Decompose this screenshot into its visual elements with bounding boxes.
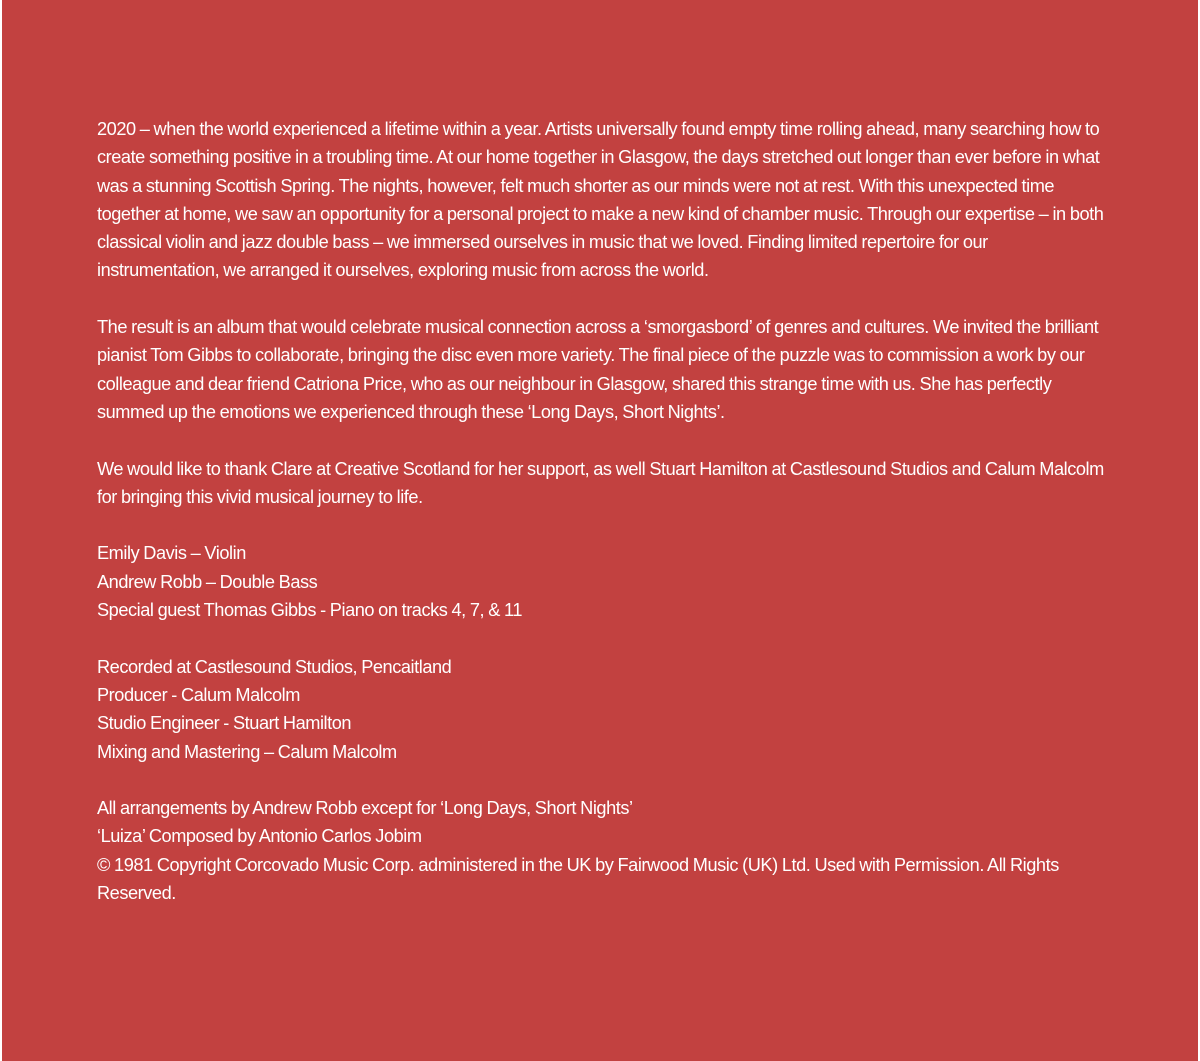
recording-credits-list: [97, 653, 1109, 766]
recording-credit: Recorded at Castlesound Studios, Pencaitland: [97, 656, 452, 677]
recording-credit: Mixing and Mastering – Calum Malcolm: [97, 741, 397, 762]
liner-notes-text: [97, 115, 1109, 907]
performer-credit: Andrew Robb – Double Bass: [97, 571, 318, 592]
acknowledgements-paragraph: We would like to thank Clare at Creative Scotland for her support, as well Stuart Hamilton at Castlesound Studios and Calum Malcolm for bringing this vivid musical journey to life.: [97, 458, 1104, 507]
album-description-paragraph: The result is an album that would celebrate musical connection across a ‘smorgasbord’ of genres and cultures. We invited the brilliant pianist Tom Gibbs to collaborate, bringing the disc even more variety. The final piece of the puzzle was to commission a work by our colleague and dear friend Catriona Price, who as our neighbour in Glasgow, shared this strange time with us. She has perfectly summed up the emotions we experienced through these ‘Long Days, Short Nights’.: [97, 317, 1099, 422]
recording-credit: Studio Engineer - Stuart Hamilton: [97, 713, 352, 734]
composer-credit: ‘Luiza’ Composed by Antonio Carlos Jobim: [97, 826, 422, 847]
arrangement-credits-list: [97, 794, 1109, 907]
intro-paragraph: 2020 – when the world experienced a lifetime within a year. Artists universally found empty time rolling ahead, many searching how to create something positive in a troubling time. At our home together in Glasgow, the days stretched out longer than ever before in what was a stunning Scottish Spring. The nights, however, felt much shorter as our minds were not at rest. With this unexpected time together at home, we saw an opportunity for a personal project to make a new kind of chamber music. Through our expertise – in both classical violin and jazz double bass – we immersed ourselves in music that we loved. Finding limited repertoire for our instrumentation, we arranged it ourselves, exploring music from across the world.: [97, 119, 1104, 281]
recording-credit: Producer - Calum Malcolm: [97, 684, 300, 705]
liner-notes-panel: [2, 0, 1198, 1061]
arrangement-credit: All arrangements by Andrew Robb except for ‘Long Days, Short Nights’: [97, 798, 633, 819]
performer-credit: Special guest Thomas Gibbs - Piano on tracks 4, 7, & 11: [97, 600, 523, 621]
performers-list: [97, 539, 1109, 624]
performer-credit: Emily Davis – Violin: [97, 543, 246, 564]
copyright-notice: © 1981 Copyright Corcovado Music Corp. administered in the UK by Fairwood Music (UK) Ltd. Used with Permission. All Rights Reserved.: [97, 854, 1059, 904]
